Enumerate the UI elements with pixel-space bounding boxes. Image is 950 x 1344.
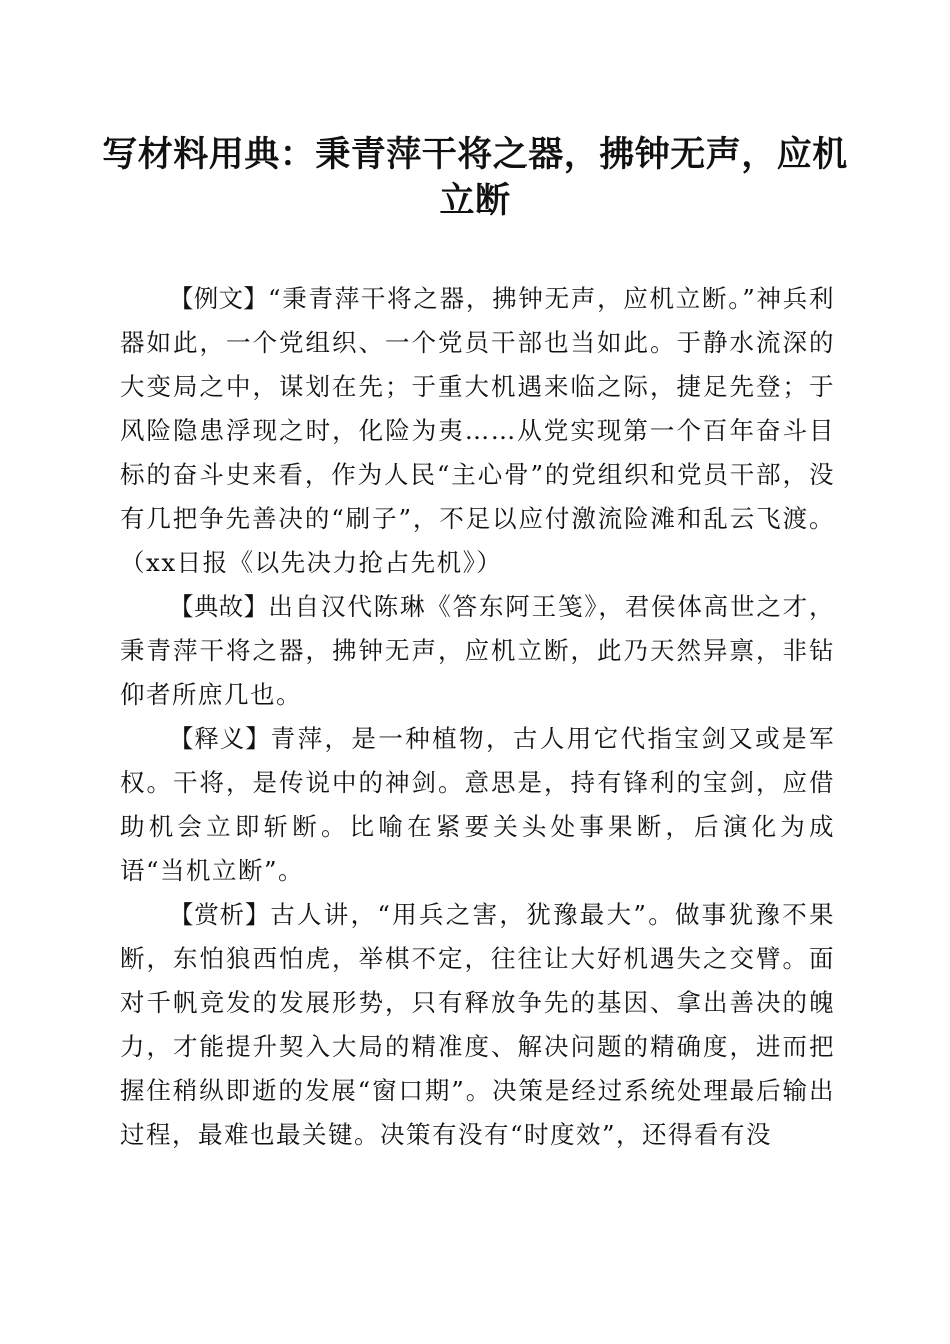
paragraph-label: 【例文】 bbox=[169, 284, 268, 313]
document-title: 写材料用典：秉青萍干将之器，拂钟无声，应机立断 bbox=[102, 134, 848, 221]
paragraph-label: 【赏析】 bbox=[169, 900, 271, 929]
paragraph-label: 【释义】 bbox=[169, 724, 271, 753]
paragraph-meaning bbox=[120, 717, 835, 893]
paragraph-source bbox=[120, 585, 835, 717]
paragraph-appreciation bbox=[120, 893, 835, 1157]
paragraph-text: 出自汉代陈琳《答东阿王笺》，君侯体高世之才，秉青萍干将之器，拂钟无声，应机立断，此乃天然异禀，非钻仰者所庶几也。 bbox=[120, 592, 836, 709]
paragraph-label: 【典故】 bbox=[169, 592, 269, 621]
paragraph-example bbox=[120, 277, 835, 585]
paragraph-text: 古人讲，“用兵之害，犹豫最大”。做事犹豫不果断，东怕狼西怕虎，举棋不定，往往让大好机遇失之交臂。面对千帆竞发的发展形势，只有释放争先的基因、拿出善决的魄力，才能提升契入大局的精准度、解决问题的精确度，进而把握住稍纵即逝的发展“窗口期”。决策是经过系统处理最后输出过程，最难也最关键。决策有没有“时度效”，还得看有没 bbox=[120, 900, 835, 1149]
paragraph-text: 青萍，是一种植物，古人用它代指宝剑又或是军权。干将，是传说中的神剑。意思是，持有锋利的宝剑，应借助机会立即斩断。比喻在紧要关头处事果断，后演化为成语“当机立断”。 bbox=[120, 724, 836, 885]
paragraph-text: “秉青萍干将之器，拂钟无声，应机立断。”神兵利器如此，一个党组织、一个党员干部也当如此。于静水流深的大变局之中，谋划在先；于重大机遇来临之际，捷足先登；于风险隐患浮现之时，化险为夷……从党实现第一个百年奋斗目标的奋斗史来看，作为人民“主心骨”的党组织和党员干部，没有几把争先善决的“刷子”，不足以应付激流险滩和乱云飞渡。（xx日报《以先决力抢占先机》） bbox=[120, 284, 835, 577]
document-body bbox=[120, 277, 835, 1157]
